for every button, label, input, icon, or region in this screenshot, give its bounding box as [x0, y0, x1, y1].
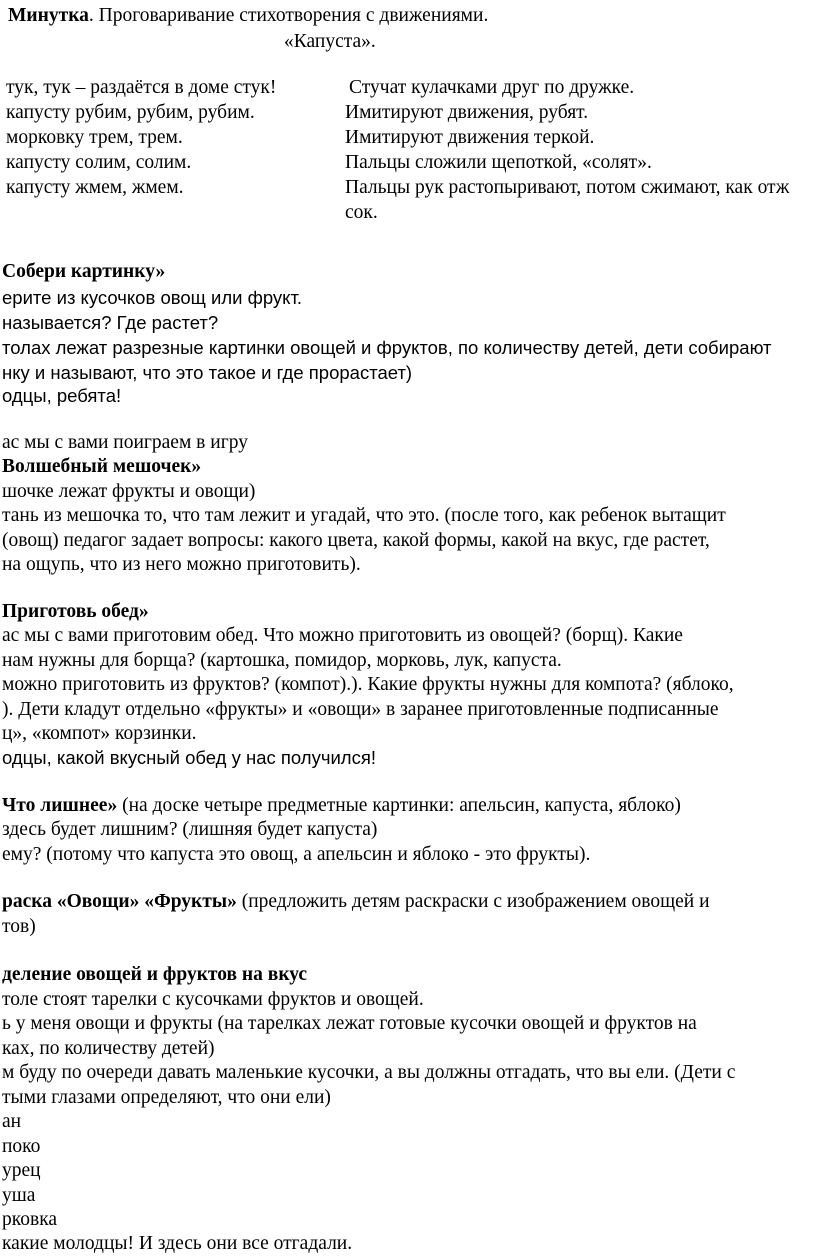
game2-line: на ощупь, что из него можно приготовить). — [2, 554, 361, 575]
game6-line: тыми глазами определяют, что они ели) — [2, 1087, 331, 1108]
poem-right-line: Имитируют движения, рубят. — [345, 102, 589, 123]
game6-line: толе стоят тарелки с кусочками фруктов и овощей. — [2, 989, 424, 1010]
game1-title: Собери картинку» — [2, 261, 166, 282]
poem-right-line: Пальцы рук растопыривают, потом сжимают, как отж — [345, 177, 790, 198]
game3-line: ас мы с вами приготовим обед. Что можно приготовить из овощей? (борщ). Какие — [2, 625, 683, 646]
game6-list-item: рковка — [2, 1209, 58, 1230]
game6-line: м буду по очереди давать маленькие кусочки, а вы должны отгадать, что вы ели. (Дети с — [2, 1062, 736, 1083]
game2-line: тань из мешочка то, что там лежит и угадай, что это. (после того, как ребенок вытащит — [2, 505, 726, 526]
game3-title: Приготовь обед» — [2, 601, 149, 622]
game6-list-item: урец — [2, 1160, 41, 1181]
game1-line: толах лежат разрезные картинки овощей и фруктов, по количеству детей, дети собирают — [2, 337, 772, 358]
game6-title: деление овощей и фруктов на вкус — [2, 964, 308, 985]
game2-line: (овощ) педагог задает вопросы: какого цвета, какой формы, какой на вкус, где растет, — [2, 530, 710, 551]
game1-line: одцы, ребята! — [2, 385, 122, 406]
game5-title: раска «Овощи» «Фрукты» — [2, 891, 237, 912]
game4-title-rest: (на доске четыре предметные картинки: апельсин, капуста, яблоко) — [117, 795, 681, 816]
game2-title: Волшебный мешочек» — [2, 456, 202, 477]
game5-heading — [2, 890, 710, 914]
game4-title: Что лишнее» — [2, 795, 118, 816]
game3-line: одцы, какой вкусный обед у нас получился! — [2, 747, 377, 768]
game3-line: можно приготовить из фруктов? (компот).). Какие фрукты нужны для компота? (яблоко, — [2, 674, 734, 695]
game1-line: называется? Где растет? — [2, 312, 219, 333]
poem-left-line: капусту жмем, жмем. — [6, 177, 184, 198]
game6-list-item: ан — [2, 1111, 22, 1132]
poem-left-line: морковку трем, трем. — [6, 127, 183, 148]
poem-right-line: Пальцы сложили щепоткой, «солят». — [345, 152, 652, 173]
game4-line: здесь будет лишним? (лишняя будет капуста) — [2, 819, 378, 840]
game4-heading — [2, 794, 681, 818]
game4-line: ему? (потому что капуста это овощ, а апельсин и яблоко - это фрукты). — [2, 844, 591, 865]
game1-line: нку и называют, что это такое и где прорастает) — [2, 362, 413, 383]
poem-right-line: Стучат кулачками друг по дружке. — [349, 77, 635, 98]
intro-title-rest: . Проговаривание стихотворения с движениями. — [88, 5, 489, 26]
game2-line: шочке лежат фрукты и овощи) — [2, 481, 256, 502]
game2-intro: ас мы с вами поиграем в игру — [2, 432, 248, 453]
intro-title-bold: Минутка — [8, 5, 89, 26]
game5-line: тов) — [2, 916, 36, 937]
game6-list-item: уша — [2, 1185, 36, 1206]
poem-right-line: Имитируют движения теркой. — [345, 127, 595, 148]
game6-line: ках, по количеству детей) — [2, 1038, 215, 1059]
poem-title: «Капуста». — [284, 31, 376, 52]
poem-right-line: сок. — [345, 202, 378, 223]
game1-line: ерите из кусочков овощ или фрукт. — [2, 287, 303, 308]
game6-list-item: поко — [2, 1136, 41, 1157]
game6-line: какие молодцы! И здесь они все отгадали. — [2, 1233, 353, 1254]
poem-left-line: капусту солим, солим. — [6, 152, 192, 173]
poem-left-line: капусту рубим, рубим, рубим. — [6, 102, 255, 123]
intro-heading — [8, 4, 488, 28]
game3-line: ц», «компот» корзинки. — [2, 723, 197, 744]
game5-title-rest: (предложить детям раскраски с изображением овощей и — [236, 891, 710, 912]
poem-left-line: тук, тук – раздаётся в доме стук! — [6, 77, 277, 98]
game3-line: нам нужны для борща? (картошка, помидор, морковь, лук, капуста. — [2, 650, 562, 671]
game6-line: ь у меня овощи и фрукты (на тарелках лежат готовые кусочки овощей и фруктов на — [2, 1013, 697, 1034]
game3-line: ). Дети кладут отдельно «фрукты» и «овощи» в заранее приготовленные подписанные — [2, 699, 719, 720]
